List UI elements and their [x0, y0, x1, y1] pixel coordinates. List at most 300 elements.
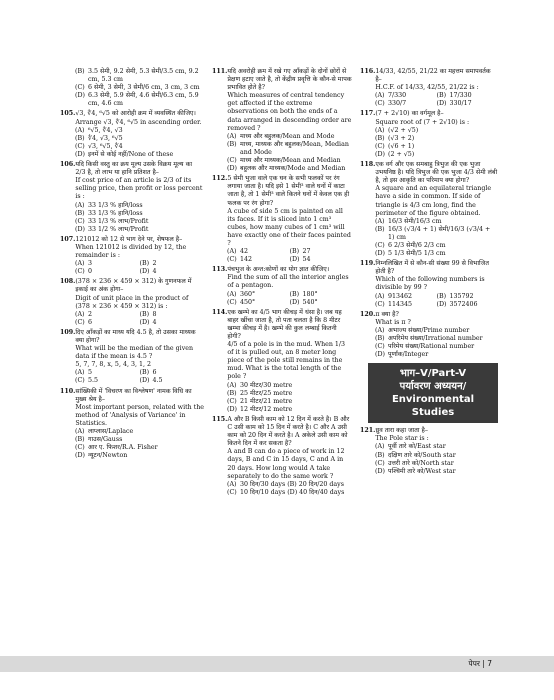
answer-option: [375, 293, 437, 301]
question-number: 112.: [212, 175, 228, 183]
option-text: 6: [152, 369, 157, 377]
option-text: 5 1/3 सेमी/5 1/3 cm: [388, 250, 446, 258]
option-text: 4.5: [152, 377, 163, 385]
option-text: 16/3 सेमी/16/3 cm: [388, 217, 442, 225]
option-label: (A): [375, 326, 385, 334]
answer-option: [140, 311, 205, 319]
option-text: 27: [302, 248, 311, 256]
question-line: 4/5 of a pole is in the mud. When 1/3 of it is pulled out, an 8 meter long piece of the pole still remains in the mud. What is the total length of the pole ?: [227, 341, 346, 381]
question-number: 105.: [60, 110, 76, 118]
option-text: 33 1/3 % लाभ/Profit: [88, 217, 149, 225]
question-text: [75, 236, 204, 260]
answer-option: [227, 248, 290, 256]
answer-option: [75, 369, 140, 377]
option-text: 0: [88, 268, 93, 276]
answer-option: [360, 127, 498, 135]
option-text: 6 सेमी, 3 सेमी, 3 सेमी/6 cm, 3 cm, 3 cm: [88, 84, 200, 92]
question-stem: [360, 311, 498, 327]
option-text: 12 मीटर/12 metre: [240, 405, 293, 413]
question-line: A cube of side 5 cm is painted on all its faces. If it is sliced into 1 cm³ cubes, how many cubes of 1 cm³ will have exactly one of their faces painted ?: [227, 207, 351, 247]
option-text: आर ए. फिशर/R.A. Fisher: [88, 444, 158, 452]
option-label: (A): [75, 369, 85, 377]
answer-option: [437, 293, 499, 301]
option-label: (D): [139, 318, 150, 326]
answer-option: [212, 489, 352, 497]
answer-option: [227, 291, 290, 299]
question-stem: [60, 278, 204, 310]
question-number: 115.: [212, 415, 228, 423]
answer-option: [360, 351, 498, 359]
option-text: 3.5 सेमी, 9.2 सेमी, 5.3 सेमी/3.5 cm, 9.2 cm, 5.3 cm: [88, 68, 199, 84]
column-left: [60, 68, 204, 462]
option-text: लाप्लास/Laplace: [88, 428, 134, 436]
option-label: (B): [375, 335, 385, 342]
question-stem: [360, 161, 498, 218]
answer-option: [60, 68, 204, 84]
option-label: (B): [75, 209, 85, 217]
question-stem: [60, 329, 204, 369]
question-stem: [360, 110, 498, 126]
question: [212, 68, 352, 173]
option-text: (2 + √5): [388, 150, 415, 158]
question-line: Find the sum of all the interior angles of a pentagon.: [227, 274, 349, 290]
answer-option: [437, 100, 499, 108]
option-text: पूर्वी तारे को/East star: [388, 443, 446, 451]
question-text: [375, 161, 498, 218]
answer-option: [360, 242, 498, 250]
page-number: पेपर | 7: [468, 659, 492, 668]
option-row: [60, 268, 204, 276]
question-number: 107.: [60, 235, 76, 243]
option-text: 5.5: [88, 377, 99, 385]
option-text: 33 1/3 % हानि/loss: [88, 209, 143, 217]
question-line: एक खम्भे का 4/5 भाग कीचड़ में धंसा है। जब यह बाहर खींचा जाता है, तो पता चलता है कि 8 मीटर खम्भा कीचड़ में है। खम्भे की कुल लम्बाई कितनी होगी?: [227, 308, 342, 340]
question-text: [375, 110, 498, 126]
question-line: What is π ?: [375, 318, 411, 326]
question: [360, 427, 498, 476]
option-text: 913462: [388, 292, 413, 300]
option-text: परिमेय संख्या/Rational number: [388, 343, 475, 351]
question-number: 121.: [360, 427, 376, 435]
option-text: 2: [152, 260, 157, 268]
option-label: (C): [375, 142, 385, 150]
answer-option: [75, 377, 140, 385]
question-line: (7 + 2√10) का वर्गमूल है–: [375, 110, 444, 118]
question: [360, 110, 498, 159]
question-line: Digit of unit place in the product of (378 × 236 × 459 × 312) is :: [75, 294, 189, 310]
answer-option: [60, 127, 204, 135]
question-line: A and B can do a piece of work in 12 days, B and C in 15 days, C and A in 20 days. How long would A take separately to do the same work ?: [227, 448, 345, 480]
option-label: (D): [75, 452, 85, 460]
question-line: π क्या है?: [375, 310, 399, 318]
answer-option: [290, 291, 353, 299]
question-stem: [212, 416, 352, 481]
column-right-questions-2: [360, 427, 498, 476]
option-text: माध्य और बहुलक/Mean and Mode: [240, 132, 335, 140]
option-label: (D): [375, 150, 385, 158]
answer-option: [212, 133, 352, 141]
option-text: इनमें से कोई नहीं/None of these: [88, 150, 174, 158]
option-text: (√6 + 1): [388, 142, 415, 150]
question-line: Which measures of central tendency get affected if the extreme observations on both the ends of a data arranged in descending order are removed ?: [227, 92, 352, 132]
option-text: 3572406: [449, 300, 478, 308]
option-text: 360°: [240, 290, 256, 298]
option-text: 540°: [302, 298, 318, 306]
option-label: (B): [436, 292, 447, 300]
answer-option: [360, 468, 498, 476]
option-text: (√2 + √5): [388, 126, 419, 134]
option-label: (B): [75, 68, 85, 75]
option-label: (D): [227, 165, 237, 173]
option-label: (B): [375, 225, 385, 233]
answer-option: [212, 141, 352, 157]
question: [212, 416, 352, 497]
option-text: 4: [152, 318, 157, 326]
option-label: (D): [227, 405, 237, 413]
option-label: (B): [139, 310, 150, 318]
option-label: (D): [436, 300, 447, 308]
option-label: (A): [375, 92, 385, 100]
column-middle: [212, 68, 352, 499]
banner-line-3: Environmental Studies: [391, 394, 475, 419]
option-text: 330/7: [388, 100, 407, 108]
answer-option: [60, 452, 204, 460]
option-text: 2: [88, 310, 93, 318]
option-text: पश्चिमी तारे को/West star: [388, 467, 456, 475]
option-label: (A): [75, 310, 85, 318]
question-stem: [360, 68, 498, 92]
question-text: [375, 260, 498, 292]
option-label: (A): [75, 260, 85, 268]
question: [60, 329, 204, 386]
option-label: (A): [375, 126, 385, 134]
option-text: 8: [152, 310, 157, 318]
banner-line-1: भाग–V/Part-V: [399, 368, 467, 380]
question-line: When 121012 is divided by 12, the remainder is :: [75, 243, 187, 260]
question-line: दिए आँकड़ों का माध्य यदि 4.5 है, तो उसका माध्यक क्या होगा?: [75, 328, 196, 344]
question-line: √3, ∜4, ⁶√5 को आरोही क्रम में व्यवस्थित कीजिए।: [75, 110, 196, 118]
answer-option: [360, 135, 498, 143]
question: [60, 278, 204, 327]
option-label: (A): [375, 292, 385, 300]
answer-option: [75, 319, 140, 327]
option-text: माध्य, माध्यक और बहुलक/Mean, Median and Mode: [240, 140, 349, 156]
option-row: [60, 311, 204, 319]
option-text: 17/330: [449, 92, 472, 100]
question-line: निम्नलिखित में से कौन-सी संख्या 99 से विभाजित होती है?: [375, 260, 489, 276]
option-row: [212, 299, 352, 307]
question-number: 108.: [60, 278, 76, 286]
answer-option: [360, 327, 498, 335]
answer-option: [60, 210, 204, 218]
answer-option: [227, 256, 290, 264]
answer-option: [60, 218, 204, 226]
question-text: [375, 427, 498, 443]
option-label: (D): [75, 92, 85, 100]
option-label: (A): [75, 126, 85, 134]
answer-option: [360, 250, 498, 258]
question: [360, 311, 498, 360]
question-text: [375, 311, 498, 327]
option-label: (C): [75, 84, 85, 92]
option-label: (C): [227, 298, 237, 306]
option-label: (C): [227, 157, 237, 165]
answer-option: [60, 428, 204, 436]
option-text: 30 मीटर/30 metre: [240, 381, 293, 389]
question-text: [375, 68, 498, 92]
option-label: (D): [139, 377, 150, 385]
option-label: (D): [375, 250, 385, 258]
question: [60, 68, 204, 108]
option-row: [60, 319, 204, 327]
option-text: बहुलक और माध्यक/Mode and Median: [240, 165, 346, 173]
question-line: Which of the following numbers is divisible by 99 ?: [375, 276, 485, 292]
question-number: 118.: [360, 161, 376, 169]
answer-option: [212, 481, 352, 489]
option-label: (C): [75, 268, 85, 276]
question-text: [227, 266, 352, 290]
option-text: 16/3 (√3/4 + 1) सेमी/16/3 (√3/4 + 1) cm: [388, 225, 491, 241]
option-row: [212, 256, 352, 264]
option-text: √3, ⁶√5, ∜4: [88, 142, 123, 150]
option-text: 54: [302, 256, 311, 264]
column-right: [360, 68, 498, 478]
option-label: (B): [75, 134, 85, 142]
question: [360, 68, 498, 108]
answer-option: [75, 260, 140, 268]
option-row: [212, 248, 352, 256]
answer-option: [437, 92, 499, 100]
option-label: (C): [227, 256, 237, 264]
option-label: (C): [75, 318, 85, 326]
option-label: (D): [375, 351, 385, 359]
option-text: 30 दिन/30 days (B) 20 दिन/20 days: [240, 480, 344, 488]
question-line: सांख्यिकी में 'विचरण का विश्लेषण' नामक विधि का मुख्य श्रेय है–: [75, 387, 192, 403]
option-label: (A): [75, 201, 85, 209]
answer-option: [290, 256, 353, 264]
question-text: [75, 278, 204, 310]
page-footer: [0, 656, 554, 672]
option-label: (D): [75, 150, 85, 158]
answer-option: [75, 311, 140, 319]
option-text: 450°: [240, 298, 256, 306]
question-line: यदि अवरोही क्रम में रखे गए आँकड़ों के दोनों छोरों से प्रेक्षण हटाए जाते है, तो केंद्रीय प्रवृत्ति के कौन-से मापक प्रभावित होते है?: [227, 68, 352, 92]
question: [60, 161, 204, 234]
option-label: (C): [75, 444, 85, 452]
question-number: 111.: [212, 68, 228, 75]
question: [212, 175, 352, 264]
question-stem: [212, 68, 352, 133]
question-number: 110.: [60, 387, 76, 395]
question-stem: [212, 266, 352, 290]
question-number: 120.: [360, 310, 376, 318]
option-row: [360, 100, 498, 108]
banner-line-2: पर्यावरण अध्ययन/: [399, 381, 467, 393]
answer-option: [75, 268, 140, 276]
answer-option: [60, 151, 204, 159]
option-row: [60, 260, 204, 268]
option-label: (B): [139, 369, 150, 377]
answer-option: [60, 444, 204, 452]
answer-option: [360, 343, 498, 351]
option-text: 135792: [449, 292, 474, 300]
question: [60, 236, 204, 276]
answer-option: [360, 218, 498, 226]
option-label: (A): [227, 290, 237, 298]
option-text: पूर्णांक/Integer: [388, 351, 429, 359]
option-label: (D): [436, 100, 447, 108]
option-label: (A): [227, 132, 237, 140]
answer-option: [212, 165, 352, 173]
answer-option: [360, 151, 498, 159]
question-text: [227, 175, 352, 248]
answer-option: [212, 382, 352, 390]
option-text: 25 मीटर/25 metre: [240, 389, 293, 397]
option-row: [360, 301, 498, 309]
question-stem: [60, 161, 204, 201]
answer-option: [140, 260, 205, 268]
answer-option: [60, 92, 204, 108]
answer-option: [60, 135, 204, 143]
question-stem: [360, 427, 498, 443]
question-line: 14/33, 42/55, 21/22 का महत्तम समापवर्तक है–: [375, 68, 491, 84]
answer-option: [290, 248, 353, 256]
option-text: दक्षिण तारे को/South star: [388, 451, 456, 459]
answer-option: [290, 299, 353, 307]
question-line: 5 सेमी भुजा वाले एक घन के सभी फलकों पर रंग लगाया जाता है। यदि इसे 1 सेमी³ वाले घनों में काटा जाता है, तो 1 सेमी³ वाले कितने घनों में केवल एक ही फलक पर रंग होगा?: [227, 175, 350, 207]
option-label: (D): [75, 225, 85, 233]
question: [360, 260, 498, 309]
option-text: अपरिमेय संख्या/Irrational number: [388, 335, 483, 342]
answer-option: [60, 436, 204, 444]
answer-option: [360, 143, 498, 151]
option-label: (A): [75, 428, 85, 436]
answer-option: [140, 377, 205, 385]
question-stem: [360, 260, 498, 292]
question-text: [227, 416, 352, 481]
answer-option: [140, 268, 205, 276]
option-label: (B): [289, 248, 300, 256]
option-label: (C): [75, 217, 85, 225]
question-line: H.C.F. of 14/33, 42/55, 21/22 is :: [375, 84, 479, 92]
question-number: 116.: [360, 68, 376, 75]
question: [212, 309, 352, 414]
question-text: [75, 110, 204, 126]
option-label: (C): [375, 343, 385, 351]
option-label: (B): [227, 140, 237, 148]
option-row: [360, 293, 498, 301]
question-stem: [60, 236, 204, 260]
option-text: गाउस/Gauss: [88, 436, 123, 444]
answer-option: [360, 460, 498, 468]
option-label: (C): [227, 488, 237, 496]
answer-option: [360, 443, 498, 451]
option-label: (B): [75, 436, 85, 444]
question-number: 117.: [360, 110, 376, 118]
option-label: (B): [227, 389, 237, 397]
option-text: 5: [88, 369, 93, 377]
option-label: (C): [75, 377, 85, 385]
answer-option: [375, 100, 437, 108]
option-text: 114345: [388, 300, 413, 308]
answer-option: [375, 301, 437, 309]
option-label: (D): [289, 298, 300, 306]
question-line: The Pole star is :: [375, 435, 429, 443]
option-text: 7/330: [388, 92, 407, 100]
answer-option: [227, 299, 290, 307]
option-label: (D): [375, 467, 385, 475]
question-number: 114.: [212, 308, 228, 316]
answer-option: [212, 157, 352, 165]
option-label: (B): [139, 260, 150, 268]
answer-option: [60, 226, 204, 234]
option-label: (C): [375, 459, 385, 467]
option-label: (C): [375, 300, 385, 308]
answer-option: [212, 390, 352, 398]
answer-option: [60, 202, 204, 210]
question: [360, 161, 498, 258]
question-text: [227, 309, 352, 382]
question-text: [75, 161, 204, 201]
question-text: [75, 329, 204, 369]
question-line: यदि किसी वस्तु का क्रय मूल्य उसके विक्रय मूल्य का 2/3 है, तो लाभ या हानि प्रतिशत है–: [75, 161, 193, 177]
option-text: ∜4, √3, ⁶√5: [88, 134, 123, 142]
option-text: (√3 + 2): [388, 134, 415, 142]
question-line: What will be the median of the given data if the mean is 4.5 ?: [75, 345, 194, 361]
option-text: 6 2/3 सेमी/6 2/3 cm: [388, 241, 446, 249]
answer-option: [140, 319, 205, 327]
option-label: (B): [436, 92, 447, 100]
option-text: ⁶√5, ∜4, √3: [88, 126, 123, 134]
question-stem: [212, 175, 352, 248]
option-text: 4: [152, 268, 157, 276]
option-text: 180°: [302, 290, 318, 298]
question-text: [227, 68, 352, 133]
option-label: (B): [289, 290, 300, 298]
question-line: If cost price of an article is 2/3 of its selling price, then profit or loss percent is :: [75, 177, 203, 201]
question: [60, 110, 204, 159]
option-label: (A): [227, 248, 237, 256]
answer-option: [212, 398, 352, 406]
question-text: [75, 388, 204, 428]
section-banner: [368, 363, 498, 423]
answer-option: [212, 406, 352, 414]
question-line: (378 × 236 × 459 × 312) के गुणनफल में इकाई का अंक होगा–: [75, 278, 192, 294]
option-text: 33 1/2 % लाभ/Profit: [88, 225, 149, 233]
option-label: (A): [227, 480, 237, 488]
question-line: 5, 7, 7, 8, x, 5, 4, 3, 1, 2: [75, 361, 151, 369]
question-line: A और B किसी काम को 12 दिन में करते है। B और C उसी काम को 15 दिन में करते है। C और A उसी काम को 20 दिन में करते है। A अकेले उसी काम को कितने दिन में कर सकता है?: [227, 415, 350, 448]
answer-option: [375, 92, 437, 100]
option-row: [212, 291, 352, 299]
option-label: (C): [75, 142, 85, 150]
question-number: 113.: [212, 266, 228, 274]
option-text: 10 दिन/10 days (D) 40 दिन/40 days: [240, 488, 345, 496]
answer-option: [437, 301, 499, 309]
question-line: A square and an equilateral triangle have a side in common. If side of triangle is 4/3 cm long, find the perimeter of the figure obtained.: [375, 185, 492, 217]
option-label: (D): [139, 268, 150, 276]
question-line: एक वर्ग और एक समबाहु त्रिभुज की एक भुजा उभयनिष्ठ है। यदि त्रिभुज की एक भुजा 4/3 सेमी लंबी है, तो इस आकृति का परिमाप क्या होगा?: [375, 161, 498, 185]
option-text: अभाज्य संख्या/Prime number: [388, 326, 470, 334]
option-text: 330/17: [449, 100, 472, 108]
option-text: 6: [88, 318, 93, 326]
option-label: (C): [375, 241, 385, 249]
question-line: ध्रुव तारा कहा जाता है–: [375, 427, 428, 435]
question-line: पंचभुज के अन्त:कोणों का योग ज्ञात कीजिए।: [227, 266, 330, 274]
option-label: (B): [375, 134, 385, 142]
option-label: (D): [289, 256, 300, 264]
answer-option: [360, 335, 498, 343]
